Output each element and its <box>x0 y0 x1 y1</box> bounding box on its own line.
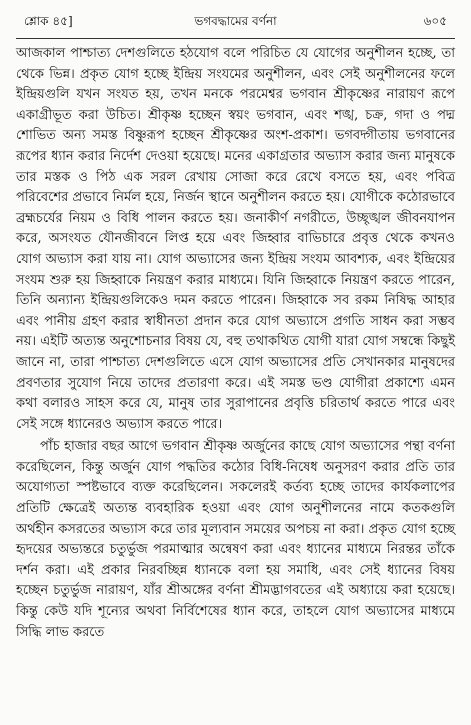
running-header <box>16 6 455 36</box>
chapter-title: ভগবদ্ধামের বর্ণনা <box>194 14 277 28</box>
verse-reference: শ্লোক ৪৫] <box>24 14 73 28</box>
page-body <box>16 44 455 643</box>
paragraph-1: আজকাল পাশ্চাত্য দেশগুলিতে হঠযোগ বলে পরিচিত যে যোগের অনুশীলন হচ্ছে, তা থেকে ভিন্ন। প্রকৃত যোগ হচ্ছে ইন্দ্রিয় সংযমের অনুশীলন, এবং সেই অনুশীলনের ফলে ইন্দ্রিয়গুলি যখন সংযত হয়, তখন মনকে পরমেশ্বর ভগবান শ্রীকৃষ্ণের নারায়ণ রূপে একাগ্রীভূত করা উচিত। শ্রীকৃষ্ণ হচ্ছেন স্বয়ং ভগবান, এবং শঙ্খ, চক্র, গদা ও পদ্ম শোভিত অন্য সমস্ত বিষ্ণুরূপ হচ্ছেন শ্রীকৃষ্ণের অংশ-প্রকাশ। ভগবদ্গীতায় ভগবানের রূপের ধ্যান করার নির্দেশ দেওয়া হয়েছে। মনের একাগ্রতার অভ্যাস করার জন্য মানুষকে তার মস্তক ও পিঠ এক সরল রেখায় সোজা করে রেখে বসতে হয়, এবং পবিত্র পরিবেশের প্রভাবে নির্মল হয়ে, নির্জন স্থানে অনুশীলন করতে হয়। যোগীকে কঠোরভাবে ব্রহ্মচর্যের নিয়ম ও বিধি পালন করতে হয়। জনাকীর্ণ নগরীতে, উচ্ছৃঙ্খল জীবনযাপন করে, অসংযত যৌনজীবনে লিপ্ত হয়ে এবং জিহ্বার বাভিচারে প্রবৃত্ত থেকে কখনও যোগ অভ্যাস করা যায় না। যোগ অভ্যাসের জন্য ইন্দ্রিয় সংযম আবশ্যক, এবং ইন্দ্রিয়ের সংযম শুরু হয় জিহ্বাকে নিয়ন্ত্রণ করার মাধ্যমে। যিনি জিহ্বাকে নিয়ন্ত্রণ করতে পারেন, তিনি অন্যান্য ইন্দ্রিয়গুলিকেও দমন করতে পারেন। জিহ্বাকে সব রকম নিষিদ্ধ আহার এবং পানীয় গ্রহণ করার স্বাধীনতা প্রদান করে যোগ অভ্যাসে প্রগতি সাধন করা সম্ভব নয়। এইটি অত্যন্ত অনুশোচনার বিষয় যে, বহু তথাকথিত যোগী যারা যোগ সম্বন্ধে কিছুই জানে না, তারা পাশ্চাত্য দেশগুলিতে এসে যোগ অভ্যাসের প্রতি সেখানকার মানুষদের প্রবণতার সুযোগ নিয়ে তাদের প্রতারণা করে। এই সমস্ত ভণ্ড যোগীরা প্রকাশ্যে এমন কথা বলারও সাহস করে যে, মানুষ তার সুরাপানের প্রবৃত্তি চরিতার্থ করতে পারে এবং সেই সঙ্গে ধ্যানেরও অভ্যাস করতে পারে। <box>16 46 455 432</box>
header-rule <box>16 38 455 39</box>
paragraph-2: পাঁচ হাজার বছর আগে ভগবান শ্রীকৃষ্ণ অর্জুনের কাছে যোগ অভ্যাসের পন্থা বর্ণনা করেছিলেন, কিন্তু অর্জুন যোগ পদ্ধতির কঠোর বিধি-নিষেধ অনুসরণ করার প্রতি তার অযোগ্যতা স্পষ্টভাবে ব্যক্ত করেছিলেন। সকলেরই কর্তব্য হচ্ছে তাদের কার্যকলাপের প্রতিটি ক্ষেত্রেই অত্যন্ত ব্যবহারিক হওয়া এবং যোগ অনুশীলনের নামে কতকগুলি অর্থহীন কসরতের অভ্যাস করে তার মূল্যবান সময়ের অপচয় না করা। প্রকৃত যোগ হচ্ছে হৃদয়ের অভ্যন্তরে চতুর্ভুজ পরমাত্মার অন্বেষণ করা এবং ধ্যানের মাধ্যমে নিরন্তর তাঁকে দর্শন করা। এই প্রকার নিরবচ্ছিন্ন ধ্যানকে বলা হয় সমাধি, এবং সেই ধ্যানের বিষয় হচ্ছেন চতুর্ভুজ নারায়ণ, যাঁর শ্রীঅঙ্গের বর্ণনা শ্রীমদ্ভাগবতের এই অধ্যায়ে করা হয়েছে। কিন্তু কেউ যদি শূন্যের অথবা নির্বিশেষের ধ্যান করে, তাহলে যোগ অভ্যাসের মাধ্যমে সিদ্ধি লাভ করতে <box>16 439 455 640</box>
page-number: ৬০৫ <box>423 14 447 28</box>
